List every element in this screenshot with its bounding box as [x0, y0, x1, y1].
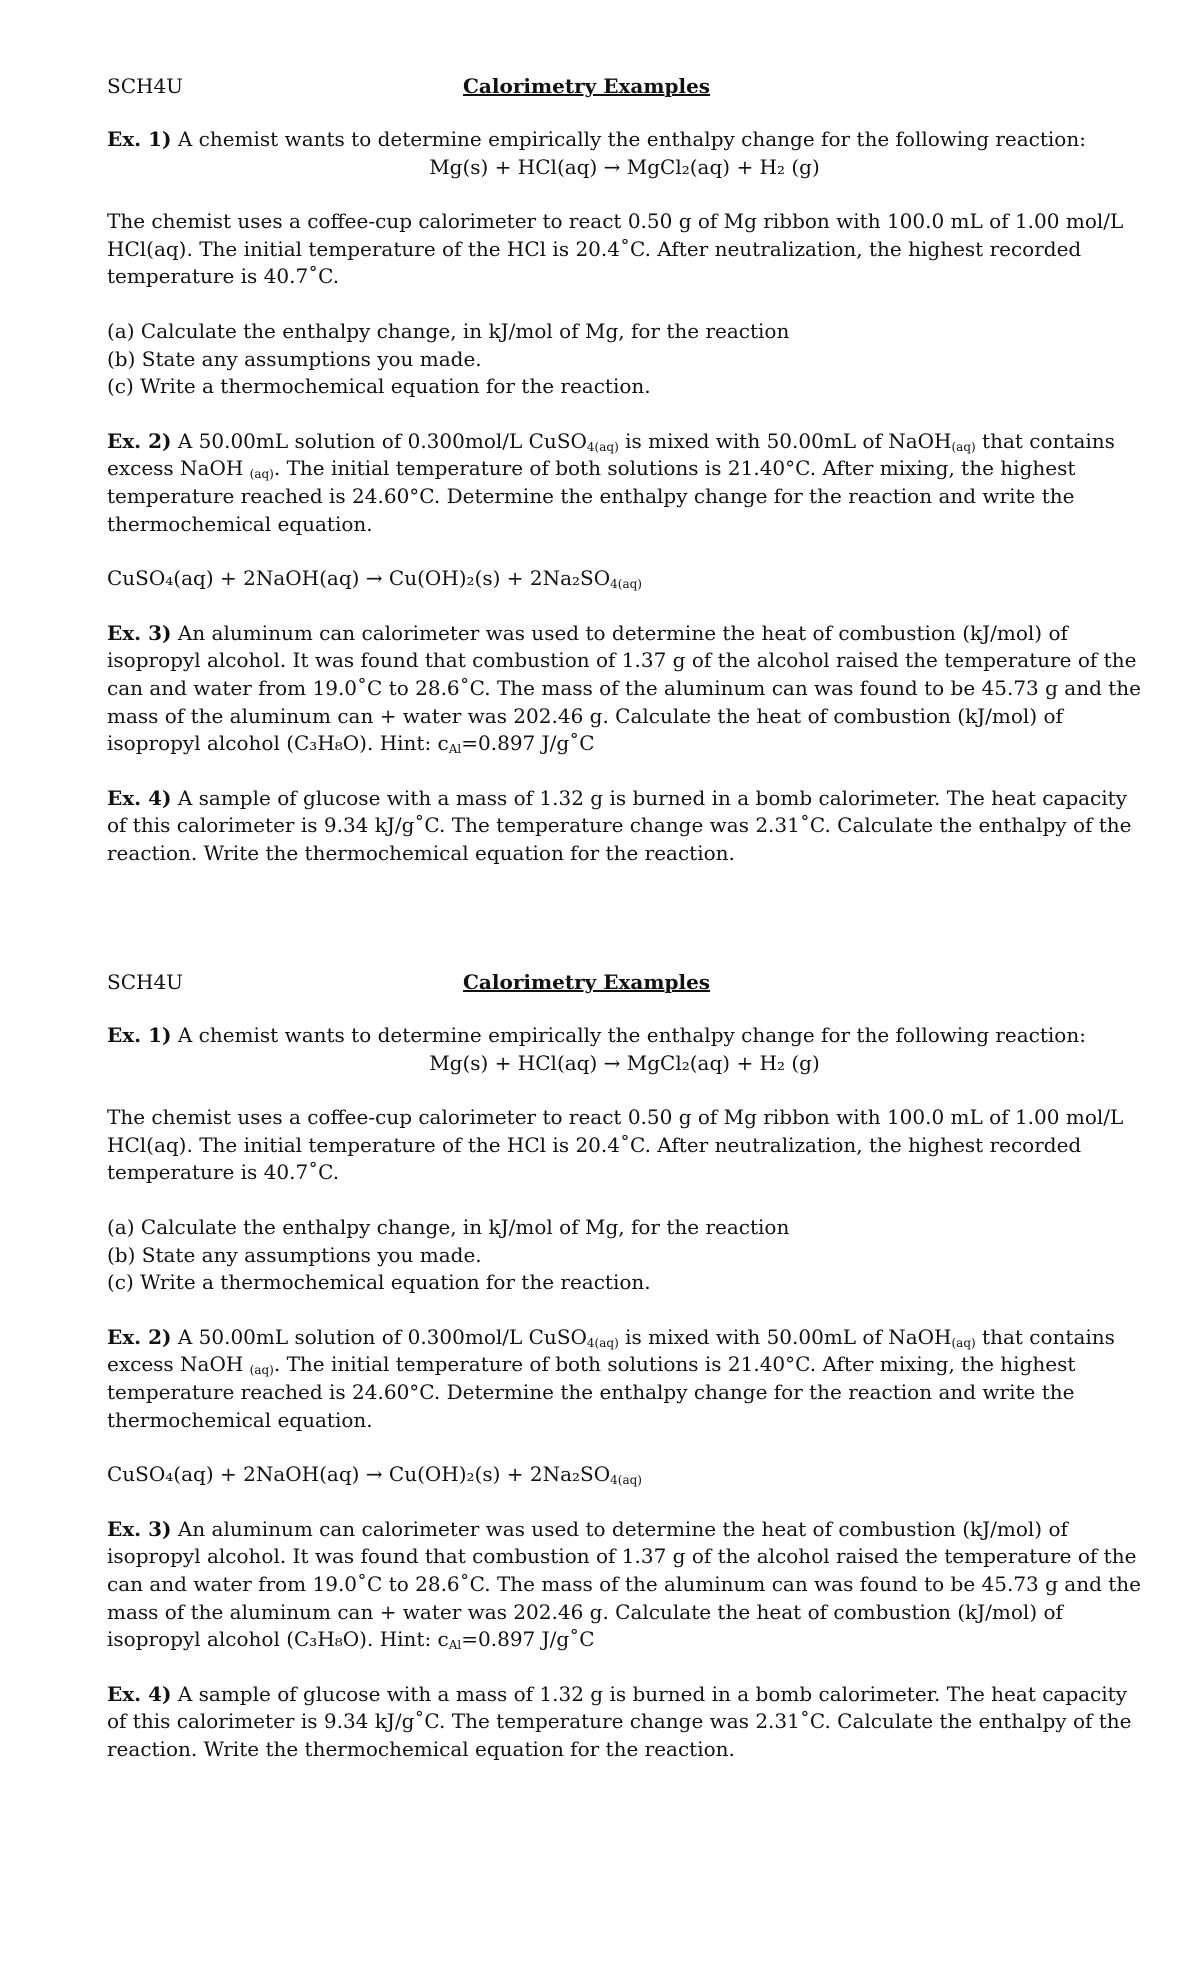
example-4-label: Ex. 4) — [107, 1681, 172, 1706]
example-4-text: Ex. 4) A sample of glucose with a mass of 1.32 g is burned in a bomb calorimeter. The heat capacity of this calorimeter is 9.34 kJ/g˚C. The temperature change was 2.31˚C. Calculate the enthalpy of the reaction. Write the thermochemical equation for the reaction. — [107, 1681, 1132, 1761]
example-4-label: Ex. 4) — [107, 785, 172, 810]
worksheet-title: Calorimetry Examples — [463, 970, 711, 994]
example-2 — [107, 428, 1142, 593]
course-code: SCH4U — [107, 970, 184, 994]
course-code: SCH4U — [107, 74, 184, 98]
worksheet-copy-2 — [107, 968, 1142, 1763]
example-1-part-a: (a) Calculate the enthalpy change, in kJ/mol of Mg, for the reaction — [107, 318, 790, 343]
example-2-label: Ex. 2) — [107, 1324, 172, 1349]
example-4 — [107, 785, 1142, 868]
example-1-label: Ex. 1) — [107, 127, 172, 151]
example-1-description: The chemist uses a coffee-cup calorimeter to react 0.50 g of Mg ribbon with 100.0 mL of 1.00 mol/L HCl(aq). The initial temperature of the HCl is 20.4˚C. After neutralization, the highest recorded temperature is 40.7˚C. — [107, 1105, 1124, 1185]
example-3-text: Ex. 3) An aluminum can calorimeter was used to determine the heat of combustion (kJ/mol) of isopropyl alcohol. It was found that combustion of 1.37 g of the alcohol raised the temperature of the can and water from 19.0˚C to 28.6˚C. The mass of the aluminum can was found to be 45.73 g and the mass of the aluminum can + water was 202.46 g. Calculate the heat of combustion (kJ/mol) of isopropyl alcohol (C₃H₈O). Hint: $c_{Al}=0.897$ J/g˚C — [107, 620, 1142, 757]
example-1 — [107, 1022, 1142, 1297]
example-4-text: Ex. 4) A sample of glucose with a mass of 1.32 g is burned in a bomb calorimeter. The heat capacity of this calorimeter is 9.34 kJ/g˚C. The temperature change was 2.31˚C. Calculate the enthalpy of the reaction. Write the thermochemical equation for the reaction. — [107, 785, 1132, 865]
example-3-label: Ex. 3) — [107, 1516, 172, 1541]
example-3 — [107, 620, 1142, 758]
example-1-part-c: (c) Write a thermochemical equation for the reaction. — [107, 1270, 651, 1295]
example-2-text: Ex. 2) A 50.00mL solution of 0.300mol/L CuSO$_{4(aq)}$ is mixed with 50.00mL of NaOH$_{(aq)}$ that contains excess NaOH $_{(aq)}$. The initial temperature of both solutions is 21.40°C. After mixing, the highest temperature reached is 24.60°C. Determine the enthalpy change for the reaction and write the thermochemical equation. — [107, 428, 1115, 536]
example-4 — [107, 1681, 1142, 1764]
example-1 — [107, 126, 1142, 401]
example-2-equation: CuSO₄(aq) + 2NaOH(aq) → $Cu(OH)_2(s) + 2Na_2SO_{4(aq)}$ — [107, 566, 642, 592]
example-2-label: Ex. 2) — [107, 428, 172, 453]
example-1-intro: Ex. 1) A chemist wants to determine empirically the enthalpy change for the following reaction: — [107, 1023, 1086, 1047]
example-1-part-c: (c) Write a thermochemical equation for the reaction. — [107, 374, 651, 399]
example-3-label: Ex. 3) — [107, 620, 172, 645]
example-1-description: The chemist uses a coffee-cup calorimeter to react 0.50 g of Mg ribbon with 100.0 mL of 1.00 mol/L HCl(aq). The initial temperature of the HCl is 20.4˚C. After neutralization, the highest recorded temperature is 40.7˚C. — [107, 209, 1124, 289]
example-1-part-a: (a) Calculate the enthalpy change, in kJ/mol of Mg, for the reaction — [107, 1214, 790, 1239]
example-3 — [107, 1516, 1142, 1654]
example-2-text: Ex. 2) A 50.00mL solution of 0.300mol/L CuSO$_{4(aq)}$ is mixed with 50.00mL of NaOH$_{(aq)}$ that contains excess NaOH $_{(aq)}$. The initial temperature of both solutions is 21.40°C. After mixing, the highest temperature reached is 24.60°C. Determine the enthalpy change for the reaction and write the thermochemical equation. — [107, 1324, 1115, 1432]
example-1-equation: Mg(s) + HCl(aq) → MgCl₂(aq) + H₂ (g) — [429, 1050, 820, 1075]
example-3-text: Ex. 3) An aluminum can calorimeter was used to determine the heat of combustion (kJ/mol) of isopropyl alcohol. It was found that combustion of 1.37 g of the alcohol raised the temperature of the can and water from 19.0˚C to 28.6˚C. The mass of the aluminum can was found to be 45.73 g and the mass of the aluminum can + water was 202.46 g. Calculate the heat of combustion (kJ/mol) of isopropyl alcohol (C₃H₈O). Hint: $c_{Al}=0.897$ J/g˚C — [107, 1516, 1142, 1653]
example-1-intro: Ex. 1) A chemist wants to determine empirically the enthalpy change for the following reaction: — [107, 127, 1086, 151]
example-2-equation: CuSO₄(aq) + 2NaOH(aq) → $Cu(OH)_2(s) + 2Na_2SO_{4(aq)}$ — [107, 1462, 642, 1488]
example-2 — [107, 1324, 1142, 1489]
example-1-equation: Mg(s) + HCl(aq) → MgCl₂(aq) + H₂ (g) — [429, 154, 820, 179]
example-1-part-b: (b) State any assumptions you made. — [107, 346, 482, 371]
example-1-part-b: (b) State any assumptions you made. — [107, 1242, 482, 1267]
example-1-label: Ex. 1) — [107, 1023, 172, 1047]
worksheet-copy-1 — [107, 72, 1142, 867]
worksheet-header — [107, 968, 1142, 998]
worksheet-header — [107, 72, 1142, 102]
worksheet-title: Calorimetry Examples — [463, 74, 711, 98]
